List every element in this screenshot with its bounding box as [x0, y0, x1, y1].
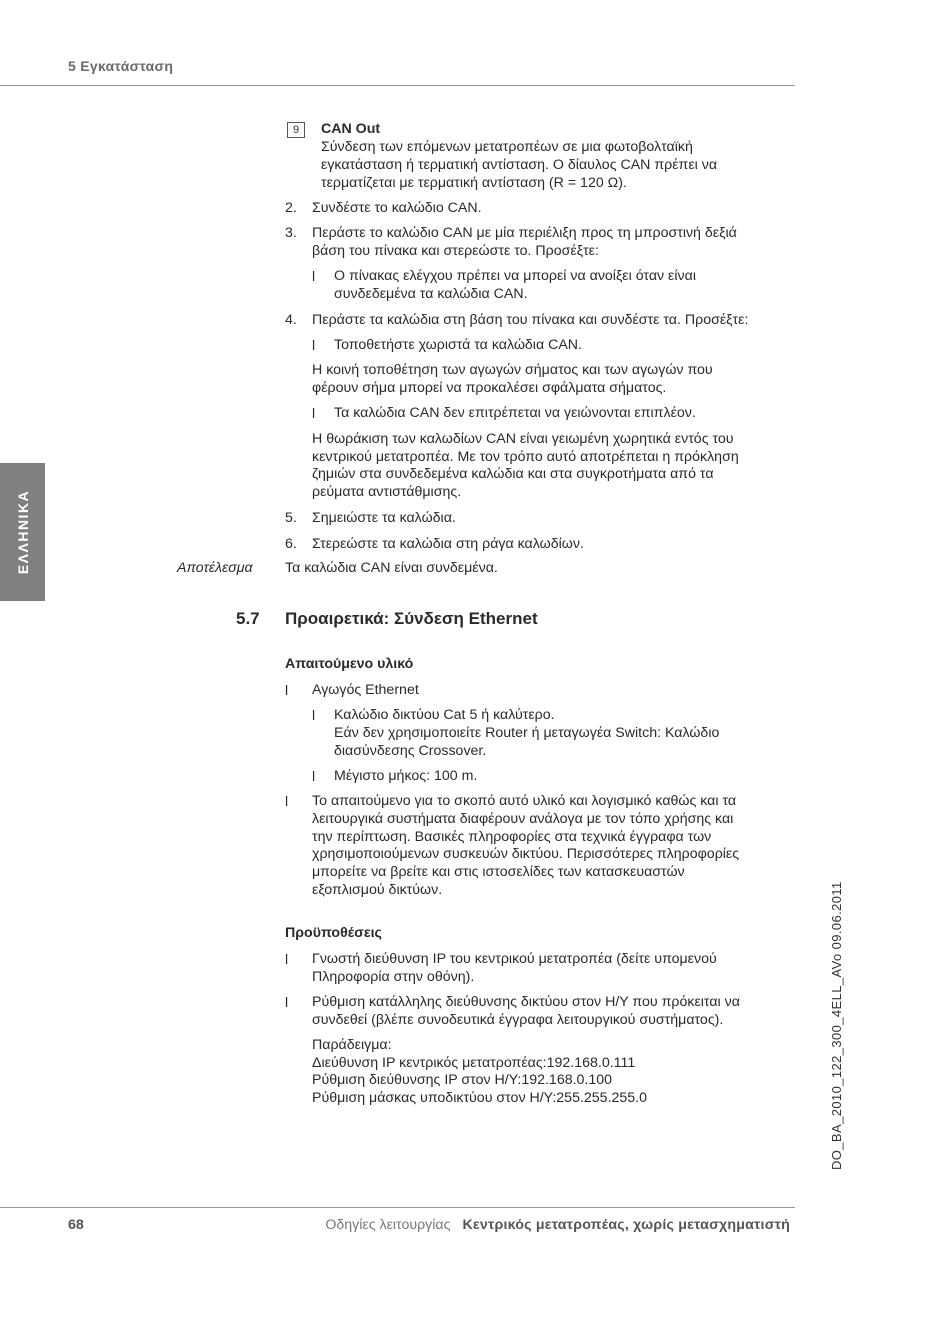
can-out-title: CAN Out	[321, 121, 381, 137]
footer-doc-title: Κεντρικός μετατροπέας, χωρίς μετασχηματιστή	[462, 1217, 790, 1233]
bullet-icon: l	[312, 337, 316, 353]
bullet-icon: l	[285, 682, 289, 698]
running-header: 5 Εγκατάσταση	[68, 58, 174, 74]
step-4-para-2-line-2: κεντρικού μετατροπέα. Με τον τρόπο αυτό αποτρέπεται η πρόκληση	[312, 449, 739, 465]
bullet-icon: l	[312, 768, 316, 784]
step-3-number: 3.	[285, 225, 297, 241]
can-out-line-1: Σύνδεση των επόμενων μετατροπέων σε μια φωτοβολταϊκή	[321, 139, 693, 155]
material-sub-1-line-1: Καλώδιο δικτύου Cat 5 ή καλύτερο.	[334, 707, 555, 723]
document-code: DO_BA_2010_122_300_4ELL_AVo 09.06.2011	[829, 881, 844, 1170]
prereq-bullet-2-line-2: συνδεθεί (βλέπε συνοδευτικά έγγραφα λειτουργικού συστήματος).	[312, 1012, 724, 1028]
bullet-icon: l	[285, 793, 289, 809]
material-heading: Απαιτούμενο υλικό	[285, 656, 414, 672]
footer-doc-type: Οδηγίες λειτουργίας	[325, 1217, 451, 1233]
result-label: Αποτέλεσμα	[177, 560, 253, 576]
step-4-text: Περάστε τα καλώδια στη βάση του πίνακα και συνδέστε τα. Προσέξτε:	[312, 312, 749, 328]
section-number: 5.7	[236, 609, 260, 628]
prereq-heading: Προϋποθέσεις	[285, 925, 382, 941]
can-out-line-2: εγκατάσταση ή τερματική αντίσταση. Ο δίαυλος CAN πρέπει να	[321, 157, 718, 173]
step-2-number: 2.	[285, 200, 297, 216]
material-sub-1-line-2: Εάν δεν χρησιμοποιείτε Router ή μεταγωγέα Switch: Καλώδιο	[334, 725, 720, 741]
step-5-number: 5.	[285, 510, 297, 526]
step-4-para-1-line-1: Η κοινή τοποθέτηση των αγωγών σήματος και των αγωγών που	[312, 362, 713, 378]
material-bullet-2-line-2: λειτουργικά συστήματα διαφέρουν ανάλογα με τον τόπο χρήσης και	[312, 811, 734, 827]
step-4-bullet-2: Τα καλώδια CAN δεν επιτρέπεται να γειώνονται επιπλέον.	[334, 405, 696, 421]
step-4-para-2-line-3: ζημιών στα συνδεδεμένα καλώδια και στα συγκροτήματα από τα	[312, 466, 714, 482]
step-4-bullet-1: Τοποθετήστε χωριστά τα καλώδια CAN.	[334, 337, 582, 353]
material-sub-2: Μέγιστο μήκος: 100 m.	[334, 768, 478, 784]
example-line-1: Διεύθυνση IP κεντρικός μετατροπέας:192.168.0.111	[312, 1055, 636, 1071]
step-6-text: Στερεώστε τα καλώδια στη ράγα καλωδίων.	[312, 536, 584, 552]
header-rule	[0, 85, 795, 86]
example-line-3: Ρύθμιση μάσκας υποδικτύου στον Η/Υ:255.255.255.0	[312, 1090, 648, 1106]
step-4-para-1-line-2: φέρουν σήμα μπορεί να προκαλέσει σφάλματα σήματος.	[312, 380, 667, 396]
section-title: Προαιρετικά: Σύνδεση Ethernet	[285, 609, 538, 628]
step-3-note-line-2: συνδεδεμένα τα καλώδια CAN.	[334, 286, 528, 302]
footer-rule	[0, 1207, 795, 1208]
prereq-bullet-2-line-1: Ρύθμιση κατάλληλης διεύθυνσης δικτύου στον Η/Υ που πρόκειται να	[312, 994, 740, 1010]
bullet-icon: l	[312, 268, 316, 284]
step-4-para-2-line-4: ρεύματα αντιστάθμισης.	[312, 484, 462, 500]
bullet-icon: l	[285, 951, 289, 967]
material-bullet-2-line-1: Το απαιτούμενο για το σκοπό αυτό υλικό και λογισμικό καθώς και τα	[312, 793, 737, 809]
language-tab-label: ΕΛΛΗΝΙΚΑ	[14, 489, 31, 575]
example-label: Παράδειγμα:	[312, 1037, 392, 1053]
material-bullet-2-line-3: την περίπτωση. Βασικές πληροφορίες στα τεχνικά έγγραφα των	[312, 829, 712, 845]
material-bullet-2-line-6: εξοπλισμού δικτύων.	[312, 882, 443, 898]
page-number: 68	[68, 1217, 84, 1233]
material-bullet-2-line-5: μπορείτε να βρείτε και στις ιστοσελίδες των κατασκευαστών	[312, 864, 685, 880]
material-bullet-1: Αγωγός Ethernet	[312, 682, 419, 698]
step-5-text: Σημειώστε τα καλώδια.	[312, 510, 456, 526]
prereq-bullet-1-line-2: Πληροφορία στην οθόνη).	[312, 969, 475, 985]
result-text: Τα καλώδια CAN είναι συνδεμένα.	[285, 560, 498, 576]
item-marker-9: 9	[287, 122, 305, 138]
footer-title	[325, 1216, 790, 1234]
bullet-icon: l	[312, 707, 316, 723]
bullet-icon: l	[312, 405, 316, 421]
prereq-bullet-1-line-1: Γνωστή διεύθυνση IP του κεντρικού μετατροπέα (δείτε υπομενού	[312, 951, 717, 967]
step-4-number: 4.	[285, 312, 297, 328]
material-sub-1-line-3: διασύνδεσης Crossover.	[334, 743, 487, 759]
can-out-line-3: τερματίζεται με τερματική αντίσταση (R = 120 Ω).	[321, 175, 627, 191]
step-6-number: 6.	[285, 536, 297, 552]
step-2-text: Συνδέστε το καλώδιο CAN.	[312, 200, 482, 216]
step-4-para-2-line-1: Η θωράκιση των καλωδίων CAN είναι γειωμένη χωρητικά εντός του	[312, 431, 734, 447]
step-3-line-1: Περάστε το καλώδιο CAN με μία περιέλιξη προς τη μπροστινή δεξιά	[312, 225, 737, 241]
material-bullet-2-line-4: χρησιμοποιούμενων συσκευών δικτύου. Περισσότερες πληροφορίες	[312, 846, 740, 862]
bullet-icon: l	[285, 994, 289, 1010]
step-3-line-2: βάση του πίνακα και στερεώστε το. Προσέξτε:	[312, 243, 599, 259]
example-line-2: Ρύθμιση διεύθυνσης IP στον Η/Υ:192.168.0.100	[312, 1072, 613, 1088]
language-tab	[0, 463, 45, 601]
step-3-note-line-1: Ο πίνακας ελέγχου πρέπει να μπορεί να ανοίξει όταν είναι	[334, 268, 696, 284]
